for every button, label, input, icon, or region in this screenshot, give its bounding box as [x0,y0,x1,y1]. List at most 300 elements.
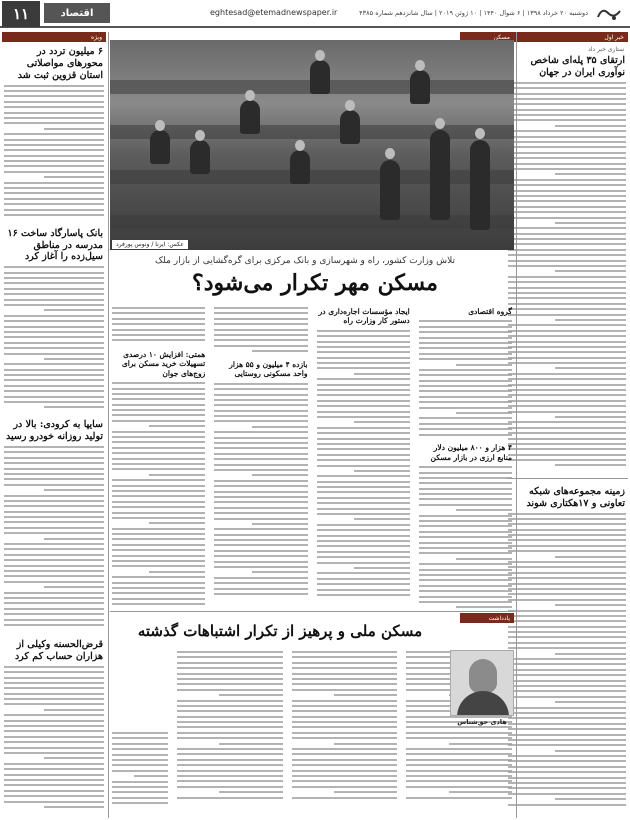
text-line [419,547,512,549]
text-line [508,513,626,515]
text-line [419,369,512,371]
text-line [4,693,104,695]
text-line [555,604,626,606]
text-line [317,481,410,483]
text-line [4,457,104,459]
subhead-5: همتی: افزایش ۱۰ درصدی تسهیلات خرید مسکن برای زوج‌های جوان [121,350,206,378]
text-line [112,398,205,400]
right-lower-headline[interactable]: زمینه مجموعه‌های شبکه تعاونی و ۱۷هکتاری شوند [526,485,625,509]
text-line [317,438,410,440]
text-line [149,474,205,476]
text-line [4,209,104,211]
subhead-2: ایجاد مؤسسات اجاره‌داری در دستور کار وزارت راه [318,307,410,326]
text-line [317,524,410,526]
text-line [292,678,398,680]
text-line [419,531,512,533]
main-subtitle: تلاش وزارت کشور، راه و شهرسازی و بانک مرکزی برای گره‌گشایی از بازار ملک [155,256,455,266]
text-line [419,498,512,500]
text-line [4,495,104,497]
text-line [456,606,512,608]
text-line [508,615,626,617]
text-line [4,747,104,749]
text-line [214,404,307,406]
text-line [508,211,626,213]
text-line [508,566,626,568]
text-line [508,324,626,326]
text-line [555,367,626,369]
text-line [112,528,205,530]
text-line [44,128,104,130]
text-line [292,726,398,728]
text-line [214,410,307,412]
text-line [508,405,626,407]
text-line [508,712,626,714]
text-line [214,544,307,546]
text-line [354,373,410,375]
bottom-article-title[interactable]: مسکن ملی و پرهیز از تکرار اشتباهات گذشته [137,622,423,640]
main-col-4 [110,304,207,610]
text-line [214,512,307,514]
website-link[interactable]: eghtesad@etemadnewspaper.ir [210,8,338,17]
body-text [317,330,410,610]
text-line [508,163,626,165]
text-line [112,501,205,503]
text-line [508,130,626,132]
section-badge[interactable]: اقتصاد [44,3,110,23]
left-headline-2[interactable]: بانک پاسارگاد ساخت ۱۶ مدرسه در مناطق سیل‌زده را آغاز کرد [7,227,103,263]
text-line [112,307,205,309]
text-line [252,571,308,573]
text-line [4,277,104,279]
text-line [214,561,307,563]
text-line [4,462,104,464]
text-line [219,743,282,745]
right-lower-body [508,513,626,820]
text-line [4,101,104,103]
text-line [292,700,398,702]
text-line [177,656,283,658]
text-line [214,431,307,433]
right-column [506,32,628,818]
text-line [112,409,205,411]
text-line [177,775,283,777]
text-line [214,318,307,320]
text-line [214,420,307,422]
text-line [406,726,512,728]
text-line [317,594,410,596]
text-line [214,453,307,455]
main-title[interactable]: مسکن مهر تکرار می‌شود؟ [192,270,438,296]
text-line [508,276,626,278]
text-line [4,725,104,727]
masthead [0,0,630,28]
text-line [44,709,104,711]
left-headline-1[interactable]: ۶ میلیون تردد در محورهای مواصلاتی استان قزوین ثبت شد [17,46,103,81]
text-line [419,482,512,484]
text-line [449,743,512,745]
text-line [508,674,626,676]
body-text [419,320,512,440]
text-line [4,133,104,135]
text-line [214,388,307,390]
text-line [112,323,205,325]
text-line [214,323,307,325]
text-line [419,574,512,576]
text-line [44,309,104,311]
text-line [4,548,104,550]
text-line [4,581,104,583]
left-headline-4[interactable]: قرض‌الحسنه وکیلی از هزاران حساب کم کرد [14,639,103,662]
author-name: هادی حق‌شناس [457,718,507,726]
text-line [508,260,626,262]
text-line [252,474,308,476]
text-line [4,703,104,705]
text-line [508,146,626,148]
text-line [419,579,512,581]
text-line [508,663,626,665]
left-body-2 [4,266,104,416]
text-line [334,743,397,745]
text-line [214,491,307,493]
text-line [4,379,104,381]
right-article-body [508,82,626,482]
text-line [508,583,626,585]
text-line [419,542,512,544]
text-line [214,307,307,309]
text-line [177,770,283,772]
text-line [214,566,307,568]
left-headline-3[interactable]: سایپا به کرودی: بالا در تولید روزانه خودرو رسید [6,419,103,443]
text-line [406,737,512,739]
text-line [317,346,410,348]
text-line [508,82,626,84]
text-line [149,571,205,573]
text-line [4,198,104,200]
text-line [508,572,626,574]
text-line [317,589,410,591]
text-line [4,451,104,453]
text-line [508,647,626,649]
text-line [419,358,512,360]
text-line [555,653,626,655]
text-line [219,694,282,696]
text-line [214,339,307,341]
text-line [508,357,626,359]
text-line [406,770,512,772]
text-line [508,265,626,267]
body-text [214,383,307,603]
text-line [4,779,104,781]
text-line [214,501,307,503]
text-line [112,603,205,605]
text-line [419,320,512,322]
text-line [4,369,104,371]
text-line [112,538,205,540]
text-line [214,528,307,530]
text-line [112,802,168,804]
text-line [406,786,512,788]
text-line [177,716,283,718]
text-line [4,112,104,114]
text-line [112,447,205,449]
left-column [2,32,106,818]
text-line [4,266,104,268]
text-line [112,420,205,422]
text-line [112,786,168,788]
text-line [317,394,410,396]
text-line [508,787,626,789]
text-line [317,578,410,580]
text-line [4,353,104,355]
text-line [177,683,283,685]
text-line [419,520,512,522]
text-line [419,466,512,468]
text-line [508,297,626,299]
text-line [112,339,205,341]
text-line [4,90,104,92]
text-line [508,394,626,396]
logo-icon [594,5,624,23]
text-line [317,502,410,504]
text-line [406,748,512,750]
text-line [317,454,410,456]
text-line [317,351,410,353]
text-line [508,157,626,159]
text-line [44,489,104,491]
text-line [292,786,398,788]
text-line [419,326,512,328]
text-line [214,437,307,439]
text-line [419,331,512,333]
text-line [4,516,104,518]
text-line [4,677,104,679]
body-text [419,466,512,610]
text-line [508,636,626,638]
text-line [214,555,307,557]
text-line [112,334,205,336]
text-line [317,545,410,547]
text-line [508,739,626,741]
text-line [419,488,512,490]
text-line [508,734,626,736]
text-line [317,378,410,380]
text-line [4,304,104,306]
text-line [112,544,205,546]
text-line [177,667,283,669]
text-line [214,447,307,449]
text-line [419,407,512,409]
text-line [177,764,283,766]
text-line [4,714,104,716]
text-line [555,556,626,558]
text-line [4,790,104,792]
text-line [4,698,104,700]
body-text [112,732,168,816]
text-line [317,330,410,332]
main-col-2 [315,304,412,610]
text-line [112,791,168,793]
text-line [4,363,104,365]
body-text [292,651,398,811]
text-line [292,656,398,658]
text-line [4,182,104,184]
text-line [555,270,626,272]
text-line [317,572,410,574]
text-line [419,569,512,571]
text-line [508,454,626,456]
text-line [317,367,410,369]
text-line [4,331,104,333]
text-line [292,689,398,691]
text-line [214,394,307,396]
text-line [214,345,307,347]
text-line [456,412,512,414]
right-headline[interactable]: ارتقای ۳۵ پله‌ای شاخص نوآوری ایران در جهان [530,55,625,78]
text-line [508,389,626,391]
text-line [4,165,104,167]
text-line [508,658,626,660]
text-line [4,122,104,124]
text-line [508,179,626,181]
text-line [214,458,307,460]
text-line [112,560,205,562]
text-line [419,337,512,339]
text-line [508,755,626,757]
text-line [419,563,512,565]
text-line [4,763,104,765]
text-line [149,522,205,524]
text-line [555,173,626,175]
text-line [354,421,410,423]
main-col-3 [212,304,309,610]
text-line [4,774,104,776]
text-line [508,680,626,682]
text-line [508,782,626,784]
text-line [112,587,205,589]
text-line [508,87,626,89]
text-line [4,801,104,803]
text-line [252,523,308,525]
text-line [4,682,104,684]
text-line [317,411,410,413]
text-line [4,446,104,448]
text-line [508,98,626,100]
text-line [112,797,168,799]
text-line [555,222,626,224]
text-line [214,469,307,471]
text-line [112,743,168,745]
text-line [4,666,104,668]
text-line [317,459,410,461]
text-line [112,318,205,320]
text-line [508,400,626,402]
text-line [214,485,307,487]
text-line [406,753,512,755]
text-line [4,320,104,322]
text-line [419,585,512,587]
text-line [456,558,512,560]
text-line [508,443,626,445]
text-line [508,771,626,773]
text-line [508,593,626,595]
text-line [112,748,168,750]
photo-caption: عکس: ایرنا / ونوس‌ پورفرد [112,240,188,249]
text-line [4,160,104,162]
text-line [292,716,398,718]
text-line [112,506,205,508]
text-line [555,750,626,752]
text-line [508,766,626,768]
parliament-photo[interactable] [110,40,514,250]
text-line [419,525,512,527]
text-line [317,556,410,558]
text-line [508,728,626,730]
text-line [4,608,104,610]
text-line [508,136,626,138]
column-rule-right [516,32,517,818]
text-line [4,795,104,797]
text-line [419,423,512,425]
text-line [508,93,626,95]
text-line [4,473,104,475]
text-line [214,383,307,385]
text-line [112,404,205,406]
text-line [555,416,626,418]
text-line [177,786,283,788]
text-line [177,673,283,675]
text-line [292,651,398,653]
text-line [292,797,398,799]
text-line [177,732,283,734]
text-line [112,781,168,783]
text-line [508,459,626,461]
body-text [214,307,307,357]
text-line [214,534,307,536]
text-line [354,567,410,569]
text-line [112,393,205,395]
text-line [112,598,205,600]
text-line [4,468,104,470]
text-line [317,389,410,391]
text-line [406,759,512,761]
text-line [4,315,104,317]
text-line [419,417,512,419]
text-line [177,710,283,712]
text-line [508,114,626,116]
text-line [4,543,104,545]
text-line [555,701,626,703]
text-line [4,736,104,738]
text-line [419,342,512,344]
text-line [508,631,626,633]
text-line [508,561,626,563]
text-line [555,464,626,466]
text-line [4,532,104,534]
text-line [508,243,626,245]
left-column-label: ویژه [2,32,106,42]
text-line [419,493,512,495]
text-line [112,764,168,766]
text-line [317,357,410,359]
text-line [214,480,307,482]
text-line [317,562,410,564]
text-line [4,730,104,732]
text-line [112,517,205,519]
text-line [4,272,104,274]
text-line [4,619,104,621]
text-line [317,551,410,553]
text-line [317,335,410,337]
